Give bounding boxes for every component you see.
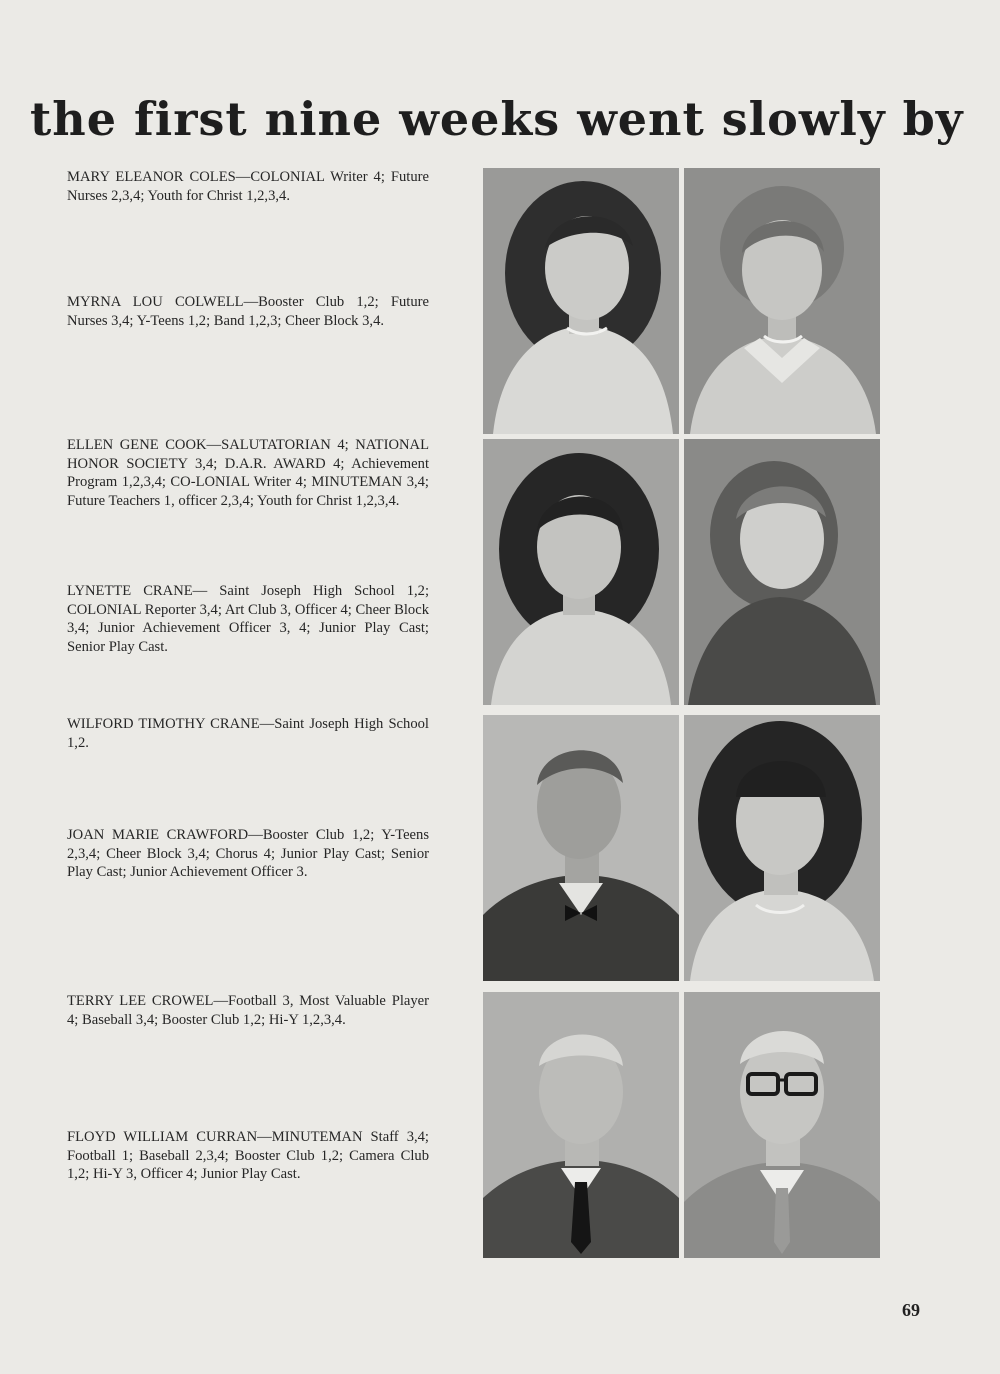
student-entry: ELLEN GENE COOK—SALUTATORIAN 4; NATIONAL HONOR SOCIETY 3,4; D.A.R. AWARD 4; Achievement Program 1,2,3,4; CO-LONIAL Writer 4; MINUTEMAN 3,4; Future Teachers 1, officer 2,3,4; Youth for Christ 1,2,3,4. bbox=[67, 437, 429, 509]
student-entry: TERRY LEE CROWEL—Football 3, Most Valuable Player 4; Baseball 3,4; Booster Club 1,2; Hi-Y 1,2,3,4. bbox=[67, 993, 429, 1028]
portrait-image bbox=[483, 992, 679, 1258]
portrait-image bbox=[483, 168, 679, 434]
portrait-image bbox=[483, 439, 679, 705]
portrait-photo bbox=[483, 439, 679, 705]
portrait-image bbox=[684, 439, 880, 705]
student-entry: WILFORD TIMOTHY CRANE—Saint Joseph High School 1,2. bbox=[67, 716, 429, 751]
portrait-photo bbox=[684, 439, 880, 705]
student-entry: LYNETTE CRANE— Saint Joseph High School 1,2; COLONIAL Reporter 3,4; Art Club 3, Officer 4; Cheer Block 3,4; Junior Achievement Officer 3, 4; Junior Play Cast; Senior Play Cast. bbox=[67, 583, 429, 655]
portrait-image bbox=[684, 168, 880, 434]
student-entry: MYRNA LOU COLWELL—Booster Club 1,2; Future Nurses 3,4; Y-Teens 1,2; Band 1,2,3; Cheer Block 3,4. bbox=[67, 294, 429, 329]
portrait-image bbox=[483, 715, 679, 981]
page-number: 69 bbox=[902, 1300, 920, 1320]
portrait-photo bbox=[483, 168, 679, 434]
portrait-photo bbox=[483, 992, 679, 1258]
student-entry: MARY ELEANOR COLES—COLONIAL Writer 4; Future Nurses 2,3,4; Youth for Christ 1,2,3,4. bbox=[67, 169, 429, 204]
page-heading: the first nine weeks went slowly by bbox=[30, 92, 964, 146]
student-entry: JOAN MARIE CRAWFORD—Booster Club 1,2; Y-Teens 2,3,4; Cheer Block 3,4; Chorus 4; Junior Play Cast; Senior Play Cast; Junior Achievement Officer 3. bbox=[67, 827, 429, 881]
portrait-photo bbox=[684, 168, 880, 434]
portrait-photo bbox=[483, 715, 679, 981]
portrait-photo bbox=[684, 992, 880, 1258]
student-entry: FLOYD WILLIAM CURRAN—MINUTEMAN Staff 3,4; Football 1; Baseball 2,3,4; Booster Club 1,2; Camera Club 1,2; Hi-Y 3, Officer 4; Junior Play Cast. bbox=[67, 1129, 429, 1183]
portrait-image bbox=[684, 992, 880, 1258]
portrait-image bbox=[684, 715, 880, 981]
portrait-photo bbox=[684, 715, 880, 981]
portrait-grid bbox=[483, 168, 883, 1248]
